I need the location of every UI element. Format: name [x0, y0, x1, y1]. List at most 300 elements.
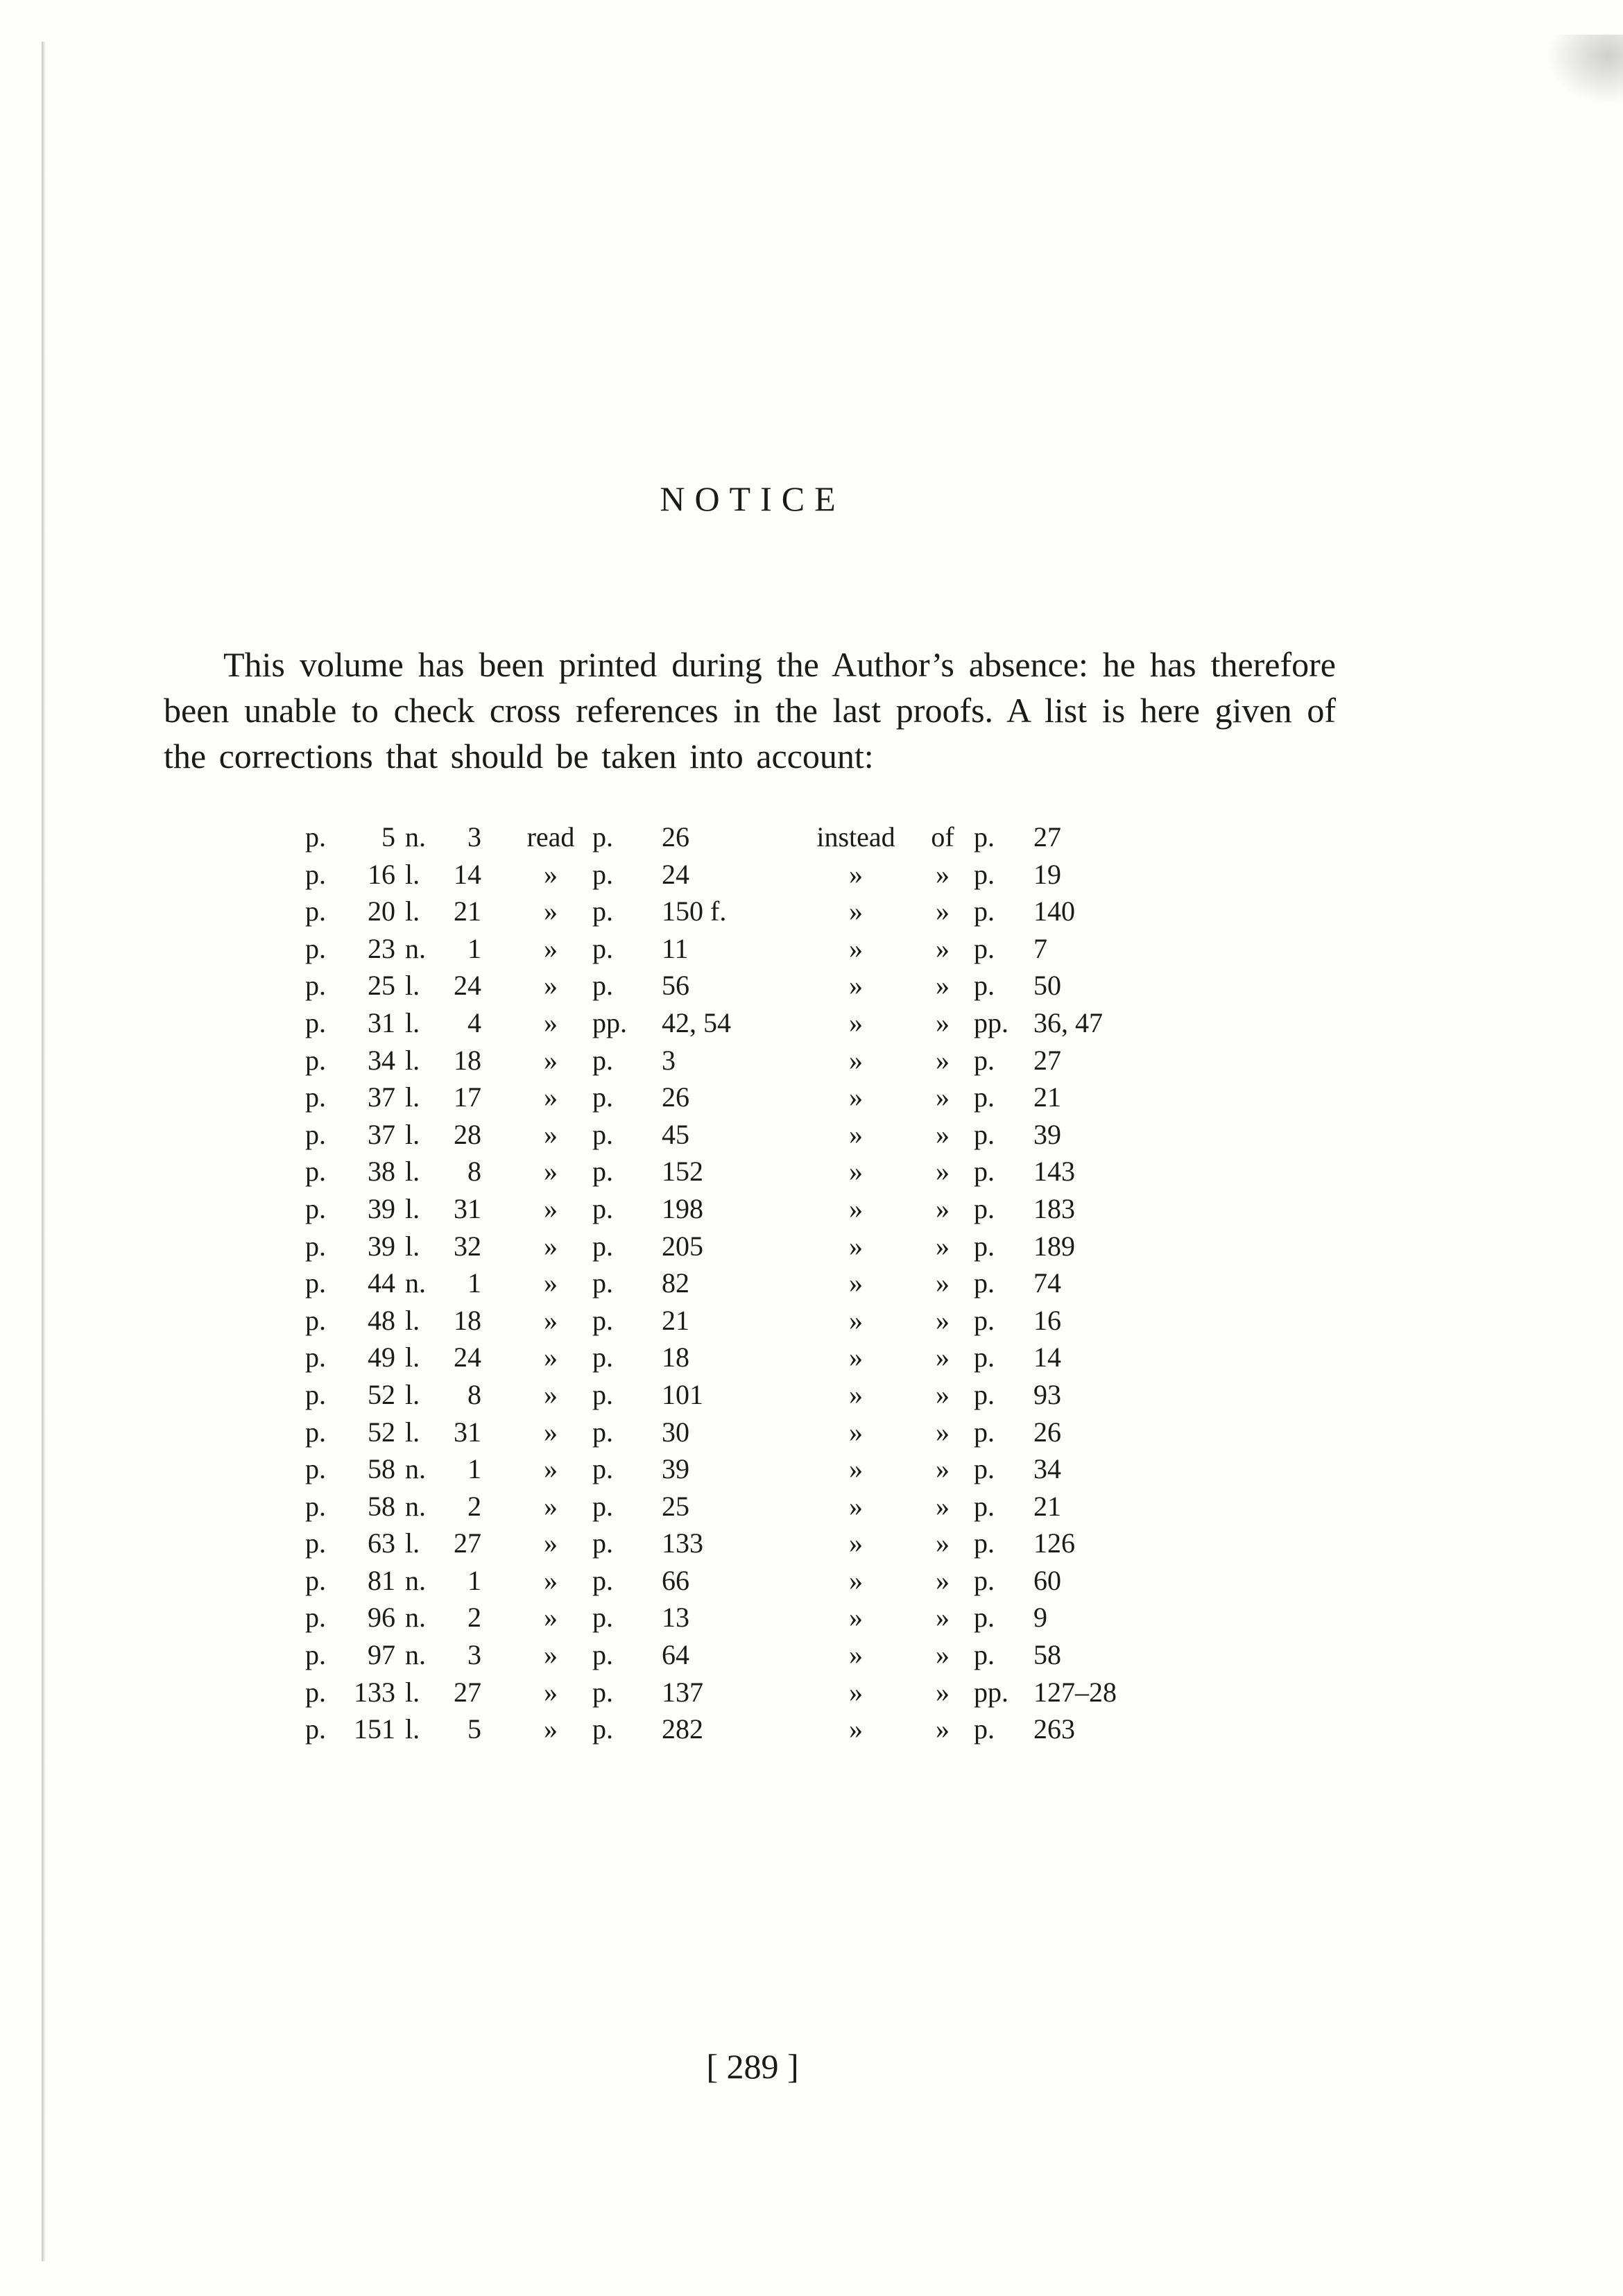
- page-prefix: p.: [305, 1639, 326, 1671]
- correction-row: [305, 930, 1172, 968]
- page-prefix: p.: [305, 1416, 326, 1448]
- of-label: »: [936, 1192, 950, 1224]
- line-number: 2: [467, 1602, 481, 1634]
- instead-value: 19: [1033, 858, 1061, 890]
- line-number: 8: [467, 1378, 481, 1410]
- instead-value: 9: [1033, 1602, 1047, 1634]
- correction-row: [305, 967, 1172, 1004]
- read-value: 26: [662, 821, 689, 853]
- read-label: »: [544, 858, 558, 890]
- read-value: 282: [662, 1713, 703, 1745]
- read-value: 133: [662, 1527, 703, 1559]
- of-label: »: [936, 896, 950, 927]
- of-label: »: [936, 1342, 950, 1373]
- instead-page-prefix: p.: [974, 1118, 995, 1150]
- page-prefix: p.: [305, 1342, 326, 1373]
- instead-page-prefix: p.: [974, 896, 995, 927]
- page-number-ref: 52: [368, 1416, 395, 1448]
- instead-value: 263: [1033, 1713, 1075, 1745]
- corrections-body: [305, 819, 1172, 1748]
- read-label: »: [544, 1416, 558, 1448]
- read-label: »: [544, 1602, 558, 1634]
- instead-page-prefix: p.: [974, 1156, 995, 1188]
- instead-label: »: [849, 970, 863, 1002]
- of-label: »: [936, 1230, 950, 1262]
- page-number: [ 289 ]: [706, 2047, 799, 2086]
- page-prefix: p.: [305, 1676, 326, 1708]
- page-prefix: p.: [305, 1490, 326, 1522]
- of-label: »: [936, 1304, 950, 1336]
- read-page-prefix: p.: [592, 1713, 613, 1745]
- instead-value: 26: [1033, 1416, 1061, 1448]
- line-number: 17: [454, 1081, 481, 1113]
- line-number: 1: [467, 1453, 481, 1485]
- page-number-ref: 37: [368, 1081, 395, 1113]
- page-number-ref: 48: [368, 1304, 395, 1336]
- read-label: »: [544, 1304, 558, 1336]
- page-number-ref: 23: [368, 932, 395, 964]
- line-or-note-mark: l.: [405, 1081, 420, 1113]
- line-or-note-mark: l.: [405, 1156, 420, 1188]
- page-prefix: p.: [305, 1192, 326, 1224]
- instead-page-prefix: p.: [974, 970, 995, 1002]
- read-label: »: [544, 1081, 558, 1113]
- correction-row: [305, 856, 1172, 893]
- page-number-ref: 44: [368, 1267, 395, 1299]
- read-value: 25: [662, 1490, 689, 1522]
- read-value: 21: [662, 1304, 689, 1336]
- instead-page-prefix: p.: [974, 1713, 995, 1745]
- of-label: »: [936, 1006, 950, 1038]
- page-number-ref: 81: [368, 1564, 395, 1596]
- correction-row: [305, 893, 1172, 930]
- read-page-prefix: p.: [592, 932, 613, 964]
- page-number-ref: 133: [354, 1676, 395, 1708]
- page-prefix: p.: [305, 821, 326, 853]
- line-number: 27: [454, 1676, 481, 1708]
- page-prefix: p.: [305, 932, 326, 964]
- read-label: »: [544, 1230, 558, 1262]
- read-label: »: [544, 1156, 558, 1188]
- page-prefix: p.: [305, 1118, 326, 1150]
- line-number: 18: [454, 1304, 481, 1336]
- line-or-note-mark: n.: [405, 1453, 426, 1485]
- page-prefix: p.: [305, 1006, 326, 1038]
- line-number: 1: [467, 1564, 481, 1596]
- read-page-prefix: p.: [592, 970, 613, 1002]
- instead-label: instead: [816, 821, 895, 853]
- page-prefix: p.: [305, 896, 326, 927]
- of-label: »: [936, 1267, 950, 1299]
- read-label: »: [544, 1342, 558, 1373]
- of-label: of: [931, 821, 954, 853]
- correction-row: [305, 1339, 1172, 1376]
- of-label: »: [936, 1453, 950, 1485]
- page-prefix: p.: [305, 1527, 326, 1559]
- read-page-prefix: p.: [592, 896, 613, 927]
- read-label: »: [544, 1453, 558, 1485]
- read-label: read: [526, 821, 575, 853]
- line-or-note-mark: l.: [405, 1342, 420, 1373]
- instead-label: »: [849, 1006, 863, 1038]
- instead-label: »: [849, 1713, 863, 1745]
- of-label: »: [936, 970, 950, 1002]
- read-label: »: [544, 932, 558, 964]
- instead-label: »: [849, 1304, 863, 1336]
- of-label: »: [936, 1044, 950, 1076]
- read-value: 150 f.: [662, 896, 727, 927]
- instead-label: »: [849, 1602, 863, 1634]
- line-number: 8: [467, 1156, 481, 1188]
- instead-value: 93: [1033, 1378, 1061, 1410]
- of-label: »: [936, 1602, 950, 1634]
- page-prefix: p.: [305, 1156, 326, 1188]
- of-label: »: [936, 1639, 950, 1671]
- instead-page-prefix: p.: [974, 821, 995, 853]
- read-value: 101: [662, 1378, 703, 1410]
- read-page-prefix: p.: [592, 1267, 613, 1299]
- read-value: 198: [662, 1192, 703, 1224]
- correction-row: [305, 1450, 1172, 1488]
- read-page-prefix: p.: [592, 1230, 613, 1262]
- read-page-prefix: pp.: [592, 1006, 627, 1038]
- read-value: 45: [662, 1118, 689, 1150]
- instead-value: 16: [1033, 1304, 1061, 1336]
- line-or-note-mark: l.: [405, 1192, 420, 1224]
- instead-page-prefix: p.: [974, 1564, 995, 1596]
- of-label: »: [936, 1564, 950, 1596]
- read-page-prefix: p.: [592, 1564, 613, 1596]
- page-prefix: p.: [305, 1081, 326, 1113]
- line-or-note-mark: l.: [405, 1378, 420, 1410]
- read-label: »: [544, 1006, 558, 1038]
- page-prefix: p.: [305, 858, 326, 890]
- line-or-note-mark: l.: [405, 1118, 420, 1150]
- read-value: 13: [662, 1602, 689, 1634]
- correction-row: [305, 1525, 1172, 1562]
- instead-value: 189: [1033, 1230, 1075, 1262]
- intro-paragraph: This volume has been printed during the Author’s absence: he has therefore been unable to check cross references in the last proofs. A list is here given of the corrections that should be taken into account:: [164, 645, 1336, 776]
- read-page-prefix: p.: [592, 1378, 613, 1410]
- line-number: 31: [454, 1416, 481, 1448]
- read-value: 3: [662, 1044, 676, 1076]
- instead-label: »: [849, 1416, 863, 1448]
- line-number: 31: [454, 1192, 481, 1224]
- correction-row: [305, 819, 1172, 856]
- page-number-ref: 63: [368, 1527, 395, 1559]
- read-label: »: [544, 1118, 558, 1150]
- of-label: »: [936, 932, 950, 964]
- correction-row: [305, 1562, 1172, 1600]
- instead-value: 140: [1033, 896, 1075, 927]
- instead-page-prefix: p.: [974, 858, 995, 890]
- of-label: »: [936, 1713, 950, 1745]
- read-value: 18: [662, 1342, 689, 1373]
- instead-label: »: [849, 1267, 863, 1299]
- correction-row: [305, 1079, 1172, 1116]
- page-prefix: p.: [305, 1602, 326, 1634]
- correction-row: [305, 1116, 1172, 1154]
- read-value: 205: [662, 1230, 703, 1262]
- read-value: 56: [662, 970, 689, 1002]
- instead-label: »: [849, 1453, 863, 1485]
- correction-row: [305, 1153, 1172, 1190]
- of-label: »: [936, 858, 950, 890]
- line-number: 2: [467, 1490, 481, 1522]
- line-number: 5: [467, 1713, 481, 1745]
- instead-page-prefix: p.: [974, 1267, 995, 1299]
- line-or-note-mark: n.: [405, 821, 426, 853]
- instead-label: »: [849, 1118, 863, 1150]
- correction-row: [305, 1042, 1172, 1079]
- page-number-ref: 38: [368, 1156, 395, 1188]
- page-number-ref: 58: [368, 1453, 395, 1485]
- instead-page-prefix: p.: [974, 1304, 995, 1336]
- read-value: 24: [662, 858, 689, 890]
- line-number: 4: [467, 1006, 481, 1038]
- page-number-ref: 52: [368, 1378, 395, 1410]
- instead-page-prefix: p.: [974, 1416, 995, 1448]
- page-prefix: p.: [305, 1564, 326, 1596]
- of-label: »: [936, 1527, 950, 1559]
- page-number-ref: 39: [368, 1192, 395, 1224]
- line-or-note-mark: l.: [405, 1416, 420, 1448]
- line-or-note-mark: l.: [405, 1006, 420, 1038]
- page-prefix: p.: [305, 1044, 326, 1076]
- read-value: 26: [662, 1081, 689, 1113]
- correction-row: [305, 1004, 1172, 1042]
- instead-value: 21: [1033, 1490, 1061, 1522]
- correction-row: [305, 1599, 1172, 1636]
- page-prefix: p.: [305, 1304, 326, 1336]
- page-title: NOTICE: [660, 479, 845, 518]
- page-number-ref: 97: [368, 1639, 395, 1671]
- line-number: 1: [467, 932, 481, 964]
- page-number-ref: 39: [368, 1230, 395, 1262]
- line-or-note-mark: n.: [405, 1490, 426, 1522]
- instead-label: »: [849, 1192, 863, 1224]
- instead-label: »: [849, 932, 863, 964]
- read-label: »: [544, 1527, 558, 1559]
- instead-value: 127–28: [1033, 1676, 1117, 1708]
- read-value: 66: [662, 1564, 689, 1596]
- instead-page-prefix: p.: [974, 1527, 995, 1559]
- line-or-note-mark: l.: [405, 1713, 420, 1745]
- instead-value: 126: [1033, 1527, 1075, 1559]
- of-label: »: [936, 1118, 950, 1150]
- read-page-prefix: p.: [592, 1490, 613, 1522]
- instead-label: »: [849, 1378, 863, 1410]
- page-prefix: p.: [305, 970, 326, 1002]
- line-number: 14: [454, 858, 481, 890]
- instead-page-prefix: pp.: [974, 1006, 1008, 1038]
- read-value: 42, 54: [662, 1006, 731, 1038]
- read-page-prefix: p.: [592, 1118, 613, 1150]
- page-number-ref: 151: [354, 1713, 395, 1745]
- instead-value: 36, 47: [1033, 1006, 1103, 1038]
- corner-smudge: [1547, 35, 1623, 104]
- line-number: 27: [454, 1527, 481, 1559]
- line-number: 1: [467, 1267, 481, 1299]
- line-or-note-mark: l.: [405, 1230, 420, 1262]
- read-page-prefix: p.: [592, 1304, 613, 1336]
- line-or-note-mark: l.: [405, 896, 420, 927]
- read-page-prefix: p.: [592, 821, 613, 853]
- page-number-ref: 20: [368, 896, 395, 927]
- page-number-ref: 5: [381, 821, 395, 853]
- page-number-ref: 58: [368, 1490, 395, 1522]
- instead-value: 7: [1033, 932, 1047, 964]
- line-or-note-mark: l.: [405, 1527, 420, 1559]
- page-number-ref: 16: [368, 858, 395, 890]
- instead-label: »: [849, 858, 863, 890]
- page-number-ref: 96: [368, 1602, 395, 1634]
- instead-value: 50: [1033, 970, 1061, 1002]
- instead-value: 39: [1033, 1118, 1061, 1150]
- read-value: 11: [662, 932, 689, 964]
- instead-label: »: [849, 1676, 863, 1708]
- line-number: 3: [467, 821, 481, 853]
- instead-page-prefix: p.: [974, 1044, 995, 1076]
- read-value: 82: [662, 1267, 689, 1299]
- read-page-prefix: p.: [592, 1639, 613, 1671]
- instead-page-prefix: p.: [974, 1342, 995, 1373]
- read-page-prefix: p.: [592, 1044, 613, 1076]
- instead-label: »: [849, 1490, 863, 1522]
- page-prefix: p.: [305, 1230, 326, 1262]
- instead-label: »: [849, 1081, 863, 1113]
- read-label: »: [544, 1564, 558, 1596]
- read-label: »: [544, 1192, 558, 1224]
- page-prefix: p.: [305, 1453, 326, 1485]
- line-or-note-mark: n.: [405, 932, 426, 964]
- instead-value: 27: [1033, 1044, 1061, 1076]
- read-label: »: [544, 1676, 558, 1708]
- of-label: »: [936, 1378, 950, 1410]
- instead-page-prefix: p.: [974, 1230, 995, 1262]
- instead-label: »: [849, 1639, 863, 1671]
- instead-page-prefix: p.: [974, 1453, 995, 1485]
- correction-row: [305, 1376, 1172, 1414]
- instead-value: 58: [1033, 1639, 1061, 1671]
- of-label: »: [936, 1676, 950, 1708]
- correction-row: [305, 1414, 1172, 1451]
- of-label: »: [936, 1490, 950, 1522]
- read-page-prefix: p.: [592, 1527, 613, 1559]
- page-number-ref: 31: [368, 1006, 395, 1038]
- binding-edge-shadow: [42, 42, 46, 2261]
- read-page-prefix: p.: [592, 1081, 613, 1113]
- instead-value: 183: [1033, 1192, 1075, 1224]
- correction-row: [305, 1190, 1172, 1228]
- read-label: »: [544, 1267, 558, 1299]
- read-label: »: [544, 1713, 558, 1745]
- corrections-table: [305, 819, 1172, 1748]
- read-value: 152: [662, 1156, 703, 1188]
- read-page-prefix: p.: [592, 1192, 613, 1224]
- line-or-note-mark: n.: [405, 1602, 426, 1634]
- read-label: »: [544, 896, 558, 927]
- page-number-ref: 34: [368, 1044, 395, 1076]
- instead-page-prefix: p.: [974, 932, 995, 964]
- read-page-prefix: p.: [592, 1342, 613, 1373]
- instead-label: »: [849, 896, 863, 927]
- line-or-note-mark: l.: [405, 858, 420, 890]
- line-number: 32: [454, 1230, 481, 1262]
- instead-value: 27: [1033, 821, 1061, 853]
- instead-page-prefix: p.: [974, 1490, 995, 1522]
- instead-page-prefix: p.: [974, 1378, 995, 1410]
- line-or-note-mark: l.: [405, 1676, 420, 1708]
- read-label: »: [544, 1490, 558, 1522]
- line-or-note-mark: n.: [405, 1267, 426, 1299]
- line-number: 21: [454, 896, 481, 927]
- read-page-prefix: p.: [592, 1416, 613, 1448]
- instead-label: »: [849, 1044, 863, 1076]
- read-page-prefix: p.: [592, 1676, 613, 1708]
- correction-row: [305, 1636, 1172, 1674]
- read-page-prefix: p.: [592, 1156, 613, 1188]
- of-label: »: [936, 1416, 950, 1448]
- page-prefix: p.: [305, 1267, 326, 1299]
- correction-row: [305, 1674, 1172, 1711]
- instead-label: »: [849, 1527, 863, 1559]
- instead-value: 143: [1033, 1156, 1075, 1188]
- line-number: 24: [454, 970, 481, 1002]
- page-number-ref: 37: [368, 1118, 395, 1150]
- instead-label: »: [849, 1564, 863, 1596]
- instead-label: »: [849, 1230, 863, 1262]
- line-number: 3: [467, 1639, 481, 1671]
- correction-row: [305, 1228, 1172, 1265]
- page-number-ref: 25: [368, 970, 395, 1002]
- read-label: »: [544, 1044, 558, 1076]
- line-number: 28: [454, 1118, 481, 1150]
- instead-label: »: [849, 1342, 863, 1373]
- instead-page-prefix: p.: [974, 1639, 995, 1671]
- of-label: »: [936, 1156, 950, 1188]
- page-number-ref: 49: [368, 1342, 395, 1373]
- page-prefix: p.: [305, 1378, 326, 1410]
- read-value: 39: [662, 1453, 689, 1485]
- of-label: »: [936, 1081, 950, 1113]
- instead-page-prefix: p.: [974, 1602, 995, 1634]
- correction-row: [305, 1488, 1172, 1525]
- line-or-note-mark: l.: [405, 1304, 420, 1336]
- instead-value: 34: [1033, 1453, 1061, 1485]
- instead-page-prefix: p.: [974, 1192, 995, 1224]
- instead-value: 60: [1033, 1564, 1061, 1596]
- read-value: 30: [662, 1416, 689, 1448]
- read-page-prefix: p.: [592, 1453, 613, 1485]
- read-value: 137: [662, 1676, 703, 1708]
- read-label: »: [544, 970, 558, 1002]
- correction-row: [305, 1265, 1172, 1302]
- read-page-prefix: p.: [592, 1602, 613, 1634]
- instead-value: 14: [1033, 1342, 1061, 1373]
- correction-row: [305, 1711, 1172, 1748]
- page-prefix: p.: [305, 1713, 326, 1745]
- line-or-note-mark: l.: [405, 1044, 420, 1076]
- instead-label: »: [849, 1156, 863, 1188]
- line-or-note-mark: n.: [405, 1639, 426, 1671]
- instead-page-prefix: p.: [974, 1081, 995, 1113]
- read-value: 64: [662, 1639, 689, 1671]
- read-page-prefix: p.: [592, 858, 613, 890]
- instead-page-prefix: pp.: [974, 1676, 1008, 1708]
- line-number: 18: [454, 1044, 481, 1076]
- correction-row: [305, 1302, 1172, 1339]
